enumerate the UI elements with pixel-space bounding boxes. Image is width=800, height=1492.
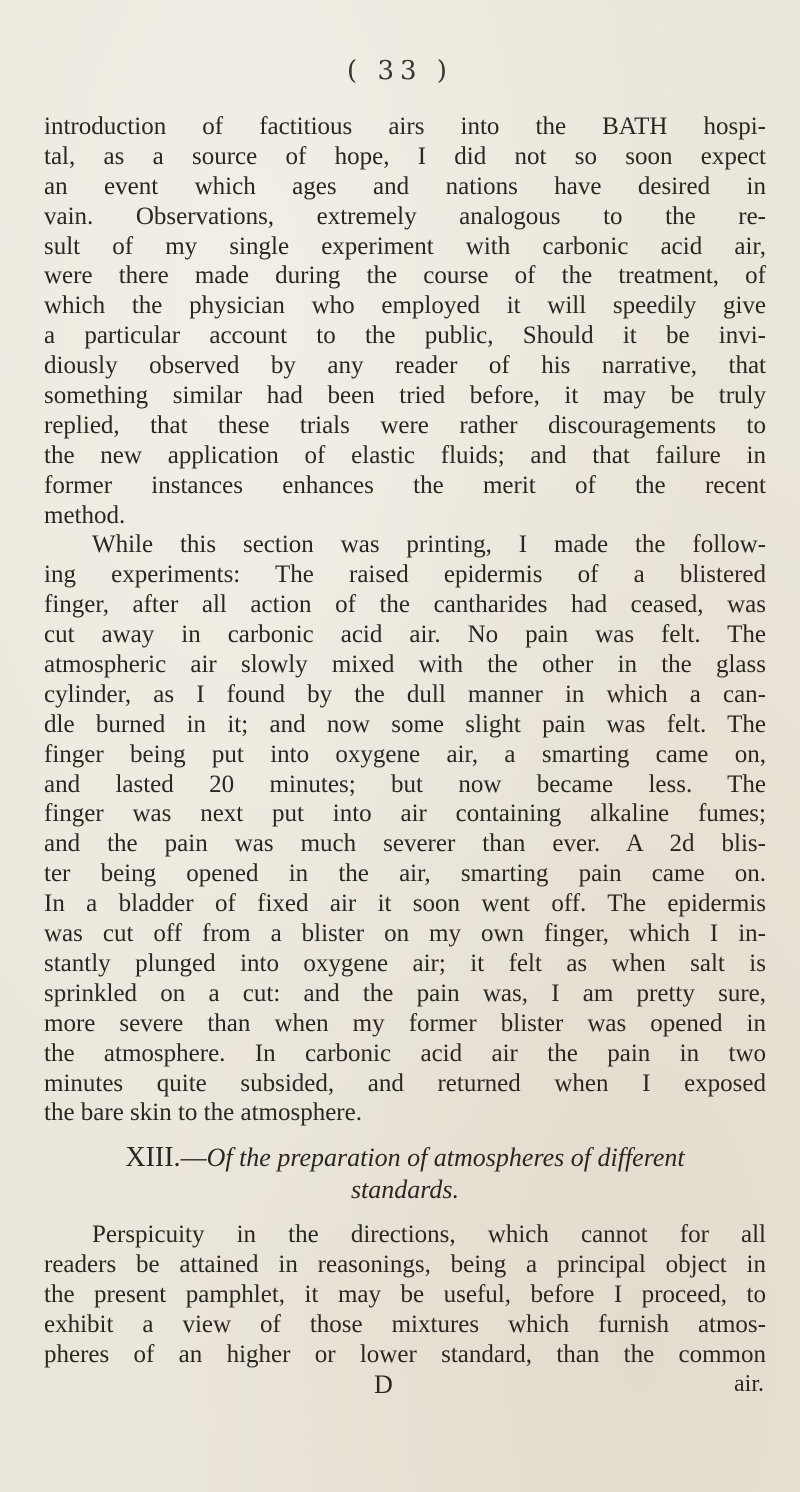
paragraph-introduction <box>44 112 766 530</box>
text-line: stantly plunged into oxygene air; it felt as when salt is <box>44 949 766 977</box>
text-line: pheres of an higher or lower standard, than the common <box>44 1340 766 1368</box>
section-number: XIII. <box>125 1142 181 1174</box>
text-line: the present pamphlet, it may be useful, before I proceed, to <box>44 1281 766 1309</box>
text-line: sult of my single experiment with carbonic acid air, <box>44 232 766 260</box>
text-line: former instances enhances the merit of the recent <box>44 471 766 499</box>
text-line: a particular account to the public, Should it be invi- <box>44 322 766 350</box>
text-line: which the physician who employed it will speedily give <box>44 292 766 320</box>
text-line: finger was next put into air containing alkaline fumes; <box>44 800 766 828</box>
text-line: introduction of factitious airs into the BATH hospi- <box>44 113 766 140</box>
text-line: cylinder, as I found by the dull manner in which a can- <box>44 680 766 708</box>
text-line: finger being put into oxygene air, a smarting came on, <box>44 740 766 768</box>
text-line: more severe than when my former blister was opened in <box>44 1009 766 1037</box>
text-line: ing experiments: The raised epidermis of a blistered <box>44 561 766 589</box>
section-dash: — <box>180 1143 207 1173</box>
signature-mark: D <box>374 1369 393 1399</box>
text-line: Perspicuity in the directions, which cannot for all <box>92 1221 766 1249</box>
section-title-part2: standards. <box>350 1175 460 1205</box>
page-footer <box>44 1370 766 1400</box>
page-number: ( 33 ) <box>347 56 453 86</box>
paragraph-experiments <box>44 530 766 1128</box>
text-line: the bare skin to the atmosphere. <box>44 1099 362 1127</box>
text-line: something similar had been tried before, it may be truly <box>44 382 766 410</box>
text-line: cut away in carbonic acid air. No pain was felt. The <box>44 621 766 649</box>
text-line: While this section was printing, I made the follow- <box>92 531 766 559</box>
section-heading <box>44 1142 766 1206</box>
text-line: method. <box>44 501 126 529</box>
text-line: was cut off from a blister on my own finger, which I in- <box>44 920 766 948</box>
text-line: were there made during the course of the treatment, of <box>44 262 766 290</box>
text-line: atmospheric air slowly mixed with the other in the glass <box>44 651 766 679</box>
text-line: tal, as a source of hope, I did not so soon expect <box>44 142 766 170</box>
text-line: diously observed by any reader of his narrative, that <box>44 352 766 380</box>
text-line: exhibit a view of those mixtures which furnish atmos- <box>44 1310 766 1338</box>
text-line: an event which ages and nations have desired in <box>44 172 766 200</box>
catchword: air. <box>734 1370 764 1397</box>
text-line: In a bladder of fixed air it soon went off. The epidermis <box>44 890 766 918</box>
text-line: minutes quite subsided, and returned when I exposed <box>44 1069 766 1097</box>
text-line: the new application of elastic fluids; and that failure in <box>44 441 766 469</box>
text-line: replied, that these trials were rather discouragements to <box>44 411 766 439</box>
text-line: dle burned in it; and now some slight pain was felt. The <box>44 710 766 738</box>
text-line: readers be attained in reasonings, being a principal object in <box>44 1251 766 1279</box>
text-line: and lasted 20 minutes; but now became less. The <box>44 770 766 798</box>
text-line: sprinkled on a cut: and the pain was, I am pretty sure, <box>44 979 766 1007</box>
text-line: and the pain was much severer than ever. A 2d blis- <box>44 830 766 858</box>
text-line: ter being opened in the air, smarting pain came on. <box>44 860 766 888</box>
section-title-part1: Of the preparation of atmospheres of different <box>206 1143 685 1173</box>
text-line: the atmosphere. In carbonic acid air the pain in two <box>44 1039 766 1067</box>
paragraph-perspicuity <box>44 1220 766 1369</box>
body-text <box>44 112 766 1400</box>
section-heading-line1 <box>44 1142 766 1174</box>
text-line: vain. Observations, extremely analogous to the re- <box>44 202 766 230</box>
text-line: finger, after all action of the cantharides had ceased, was <box>44 591 766 619</box>
